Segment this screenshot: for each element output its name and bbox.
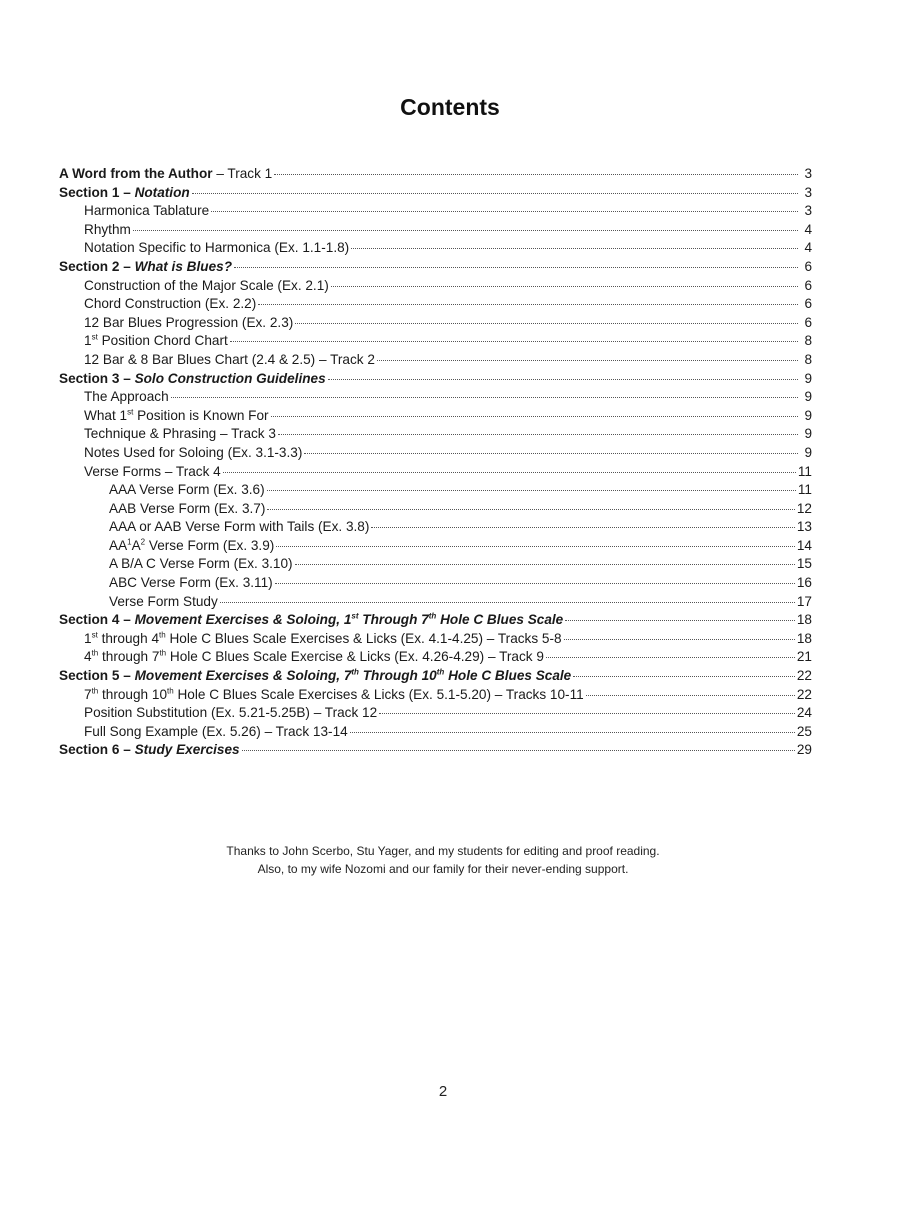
toc-entry <box>59 574 812 593</box>
dot-leader <box>271 415 798 417</box>
toc-entry-title: Full Song Example (Ex. 5.26) – Track 13-14 <box>84 723 348 739</box>
toc-entry-page: 3 <box>804 203 812 219</box>
toc-entry <box>59 388 812 407</box>
toc-entry <box>59 239 812 258</box>
dot-leader <box>586 694 795 696</box>
dot-leader <box>379 712 795 714</box>
dot-leader <box>278 433 798 435</box>
toc-entry-page: 24 <box>796 705 812 721</box>
toc-entry <box>59 686 812 705</box>
toc-entry <box>59 407 812 426</box>
toc-entry <box>59 667 812 686</box>
toc-entry-page: 6 <box>804 258 812 274</box>
toc-entry-title: 7th through 10th Hole C Blues Scale Exercises & Licks (Ex. 5.1-5.20) – Tracks 10-11 <box>84 686 584 702</box>
dot-leader <box>304 452 798 454</box>
toc-entry-page: 9 <box>804 370 812 386</box>
dot-leader <box>564 638 795 640</box>
acknowledgement-line: Also, to my wife Nozomi and our family for their never-ending support. <box>257 862 629 876</box>
dot-leader <box>546 656 795 658</box>
dot-leader <box>223 471 796 473</box>
dot-leader <box>171 396 798 398</box>
toc-entry <box>59 425 812 444</box>
toc-entry-page: 6 <box>804 314 812 330</box>
dot-leader <box>234 266 798 268</box>
acknowledgements <box>0 842 886 878</box>
dot-leader <box>295 322 798 324</box>
toc-entry-page: 11 <box>797 463 812 479</box>
toc-entry-title: AAA Verse Form (Ex. 3.6) <box>109 482 265 498</box>
toc-entry-title: Section 2 – What is Blues? <box>59 258 232 274</box>
toc-entry-title: Construction of the Major Scale (Ex. 2.1) <box>84 277 329 293</box>
toc-entry-title: Verse Form Study <box>109 593 218 609</box>
toc-entry-title: 4th through 7th Hole C Blues Scale Exercise & Licks (Ex. 4.26-4.29) – Track 9 <box>84 648 544 665</box>
toc-entry-page: 3 <box>804 184 812 200</box>
toc-entry-page: 12 <box>796 500 812 516</box>
toc-entry <box>59 481 812 500</box>
toc-entry-title: Section 1 – Notation <box>59 184 190 200</box>
toc-entry-title: $AA^1A^2$ Verse Form (Ex. 3.9) <box>109 537 275 553</box>
toc-entry-title: Position Substitution (Ex. 5.21-5.25B) – Track 12 <box>84 705 378 721</box>
dot-leader <box>192 192 798 194</box>
toc-entry <box>59 202 812 221</box>
toc-entry <box>59 518 812 537</box>
toc-entry-page: 3 <box>804 166 812 181</box>
dot-leader <box>377 359 798 361</box>
toc-entry-page: 9 <box>804 426 812 442</box>
page-title: Contents <box>400 94 500 120</box>
toc-entry-page: 4 <box>804 240 812 256</box>
toc-entry-page: 25 <box>796 723 812 739</box>
toc-entry <box>59 351 812 370</box>
toc-entry <box>59 444 812 463</box>
toc-entry-page: 13 <box>796 519 812 535</box>
dot-leader <box>371 526 794 528</box>
toc-entry <box>59 295 812 314</box>
toc-entry-title: AAB Verse Form (Ex. 3.7) <box>109 500 266 516</box>
toc-entry-title: 1st through 4th Hole C Blues Scale Exercises & Licks (Ex. 4.1-4.25) – Tracks 5-8 <box>84 630 562 646</box>
toc-entry-page: 8 <box>804 333 812 349</box>
dot-leader <box>276 545 795 547</box>
dot-leader <box>331 285 798 287</box>
toc-entry <box>59 277 812 296</box>
toc-entry-page: 14 <box>796 537 812 553</box>
dot-leader <box>220 601 795 603</box>
toc-entry-title: What 1st Position is Known For <box>84 407 269 423</box>
toc-entry <box>59 258 812 277</box>
toc-entry <box>59 723 812 742</box>
toc-entry-title: Harmonica Tablature <box>84 203 210 219</box>
toc-entry-title: The Approach <box>84 389 169 405</box>
toc-entry-page: 9 <box>804 444 812 460</box>
dot-leader <box>351 247 798 249</box>
toc-entry-title: AAA or AAB Verse Form with Tails (Ex. 3.8) <box>109 519 370 535</box>
toc-entry <box>59 537 812 556</box>
toc-entry-page: 15 <box>796 556 812 572</box>
toc-entry-page: 6 <box>804 296 812 312</box>
toc-entry-page: 11 <box>797 482 812 498</box>
dot-leader <box>274 173 798 175</box>
dot-leader <box>242 749 795 751</box>
acknowledgement-line: Thanks to John Scerbo, Stu Yager, and my students for editing and proof reading. <box>226 844 660 858</box>
toc-entry-page: 22 <box>796 686 812 702</box>
toc-entry <box>59 221 812 240</box>
toc-entry-page: 18 <box>796 612 812 628</box>
toc-entry-title: ABC Verse Form (Ex. 3.11) <box>109 575 273 591</box>
toc-entry <box>59 611 812 630</box>
toc-entry-page: 8 <box>804 351 812 367</box>
toc-entry <box>59 370 812 389</box>
toc-entry <box>59 555 812 574</box>
toc-entry-page: 22 <box>796 668 812 684</box>
toc-entry-title: 12 Bar & 8 Bar Blues Chart (2.4 & 2.5) – Track 2 <box>84 351 375 367</box>
toc-entry-title: Technique & Phrasing – Track 3 <box>84 426 276 442</box>
dot-leader <box>267 489 796 491</box>
toc-entry-page: 16 <box>796 575 812 591</box>
toc-entry <box>59 741 812 760</box>
dot-leader <box>295 563 795 565</box>
toc-entry <box>59 593 812 612</box>
toc-entry-title: Verse Forms – Track 4 <box>84 463 221 479</box>
toc-entry <box>59 500 812 519</box>
dot-leader <box>258 303 798 305</box>
toc-entry-page: 9 <box>804 407 812 423</box>
dot-leader <box>275 582 795 584</box>
toc-entry-page: 9 <box>804 389 812 405</box>
dot-leader <box>230 340 798 342</box>
toc-entry <box>59 165 812 184</box>
toc-entry-title: Section 4 – Movement Exercises & Soloing, 1st Through 7th Hole C Blues Scale <box>59 611 564 628</box>
dot-leader <box>328 378 798 380</box>
toc-entry <box>59 630 812 649</box>
toc-entry-title: 12 Bar Blues Progression (Ex. 2.3) <box>84 314 294 330</box>
dot-leader <box>350 731 795 733</box>
dot-leader <box>211 210 798 212</box>
toc-entry-title: Rhythm <box>84 221 131 237</box>
toc-entry-title: Notes Used for Soloing (Ex. 3.1-3.3) <box>84 444 303 460</box>
toc-entry-title: Chord Construction (Ex. 2.2) <box>84 296 257 312</box>
dot-leader <box>573 675 795 677</box>
toc-entry-title: Section 6 – Study Exercises <box>59 742 240 758</box>
toc-entry <box>59 463 812 482</box>
toc-entry <box>59 332 812 351</box>
toc-entry <box>59 184 812 203</box>
toc-entry <box>59 314 812 333</box>
toc-entry-track: – Track 1 <box>212 166 273 181</box>
toc-entry <box>59 704 812 723</box>
dot-leader <box>565 619 795 621</box>
toc-entry-page: 18 <box>796 630 812 646</box>
toc-entry-title: Notation Specific to Harmonica (Ex. 1.1-1.8) <box>84 240 350 256</box>
toc-entry-title: A Word from the Author – Track 1 <box>59 166 273 181</box>
table-of-contents <box>59 165 812 760</box>
toc-entry-page: 21 <box>796 649 812 665</box>
toc-entry-page: 6 <box>804 277 812 293</box>
dot-leader <box>133 229 798 231</box>
toc-entry-title: 1st Position Chord Chart <box>84 332 228 349</box>
toc-entry-page: 29 <box>796 742 812 758</box>
toc-entry-title: Section 5 – Movement Exercises & Soloing, 7th Through 10th Hole C Blues Scale <box>59 667 572 684</box>
page-number: 2 <box>438 1083 448 1100</box>
dot-leader <box>267 508 795 510</box>
toc-entry-page: 17 <box>796 593 812 609</box>
toc-entry <box>59 648 812 667</box>
toc-entry-page: 4 <box>804 221 812 237</box>
toc-entry-title: A B/A C Verse Form (Ex. 3.10) <box>109 556 293 572</box>
toc-entry-title: Section 3 – Solo Construction Guidelines <box>59 370 326 386</box>
